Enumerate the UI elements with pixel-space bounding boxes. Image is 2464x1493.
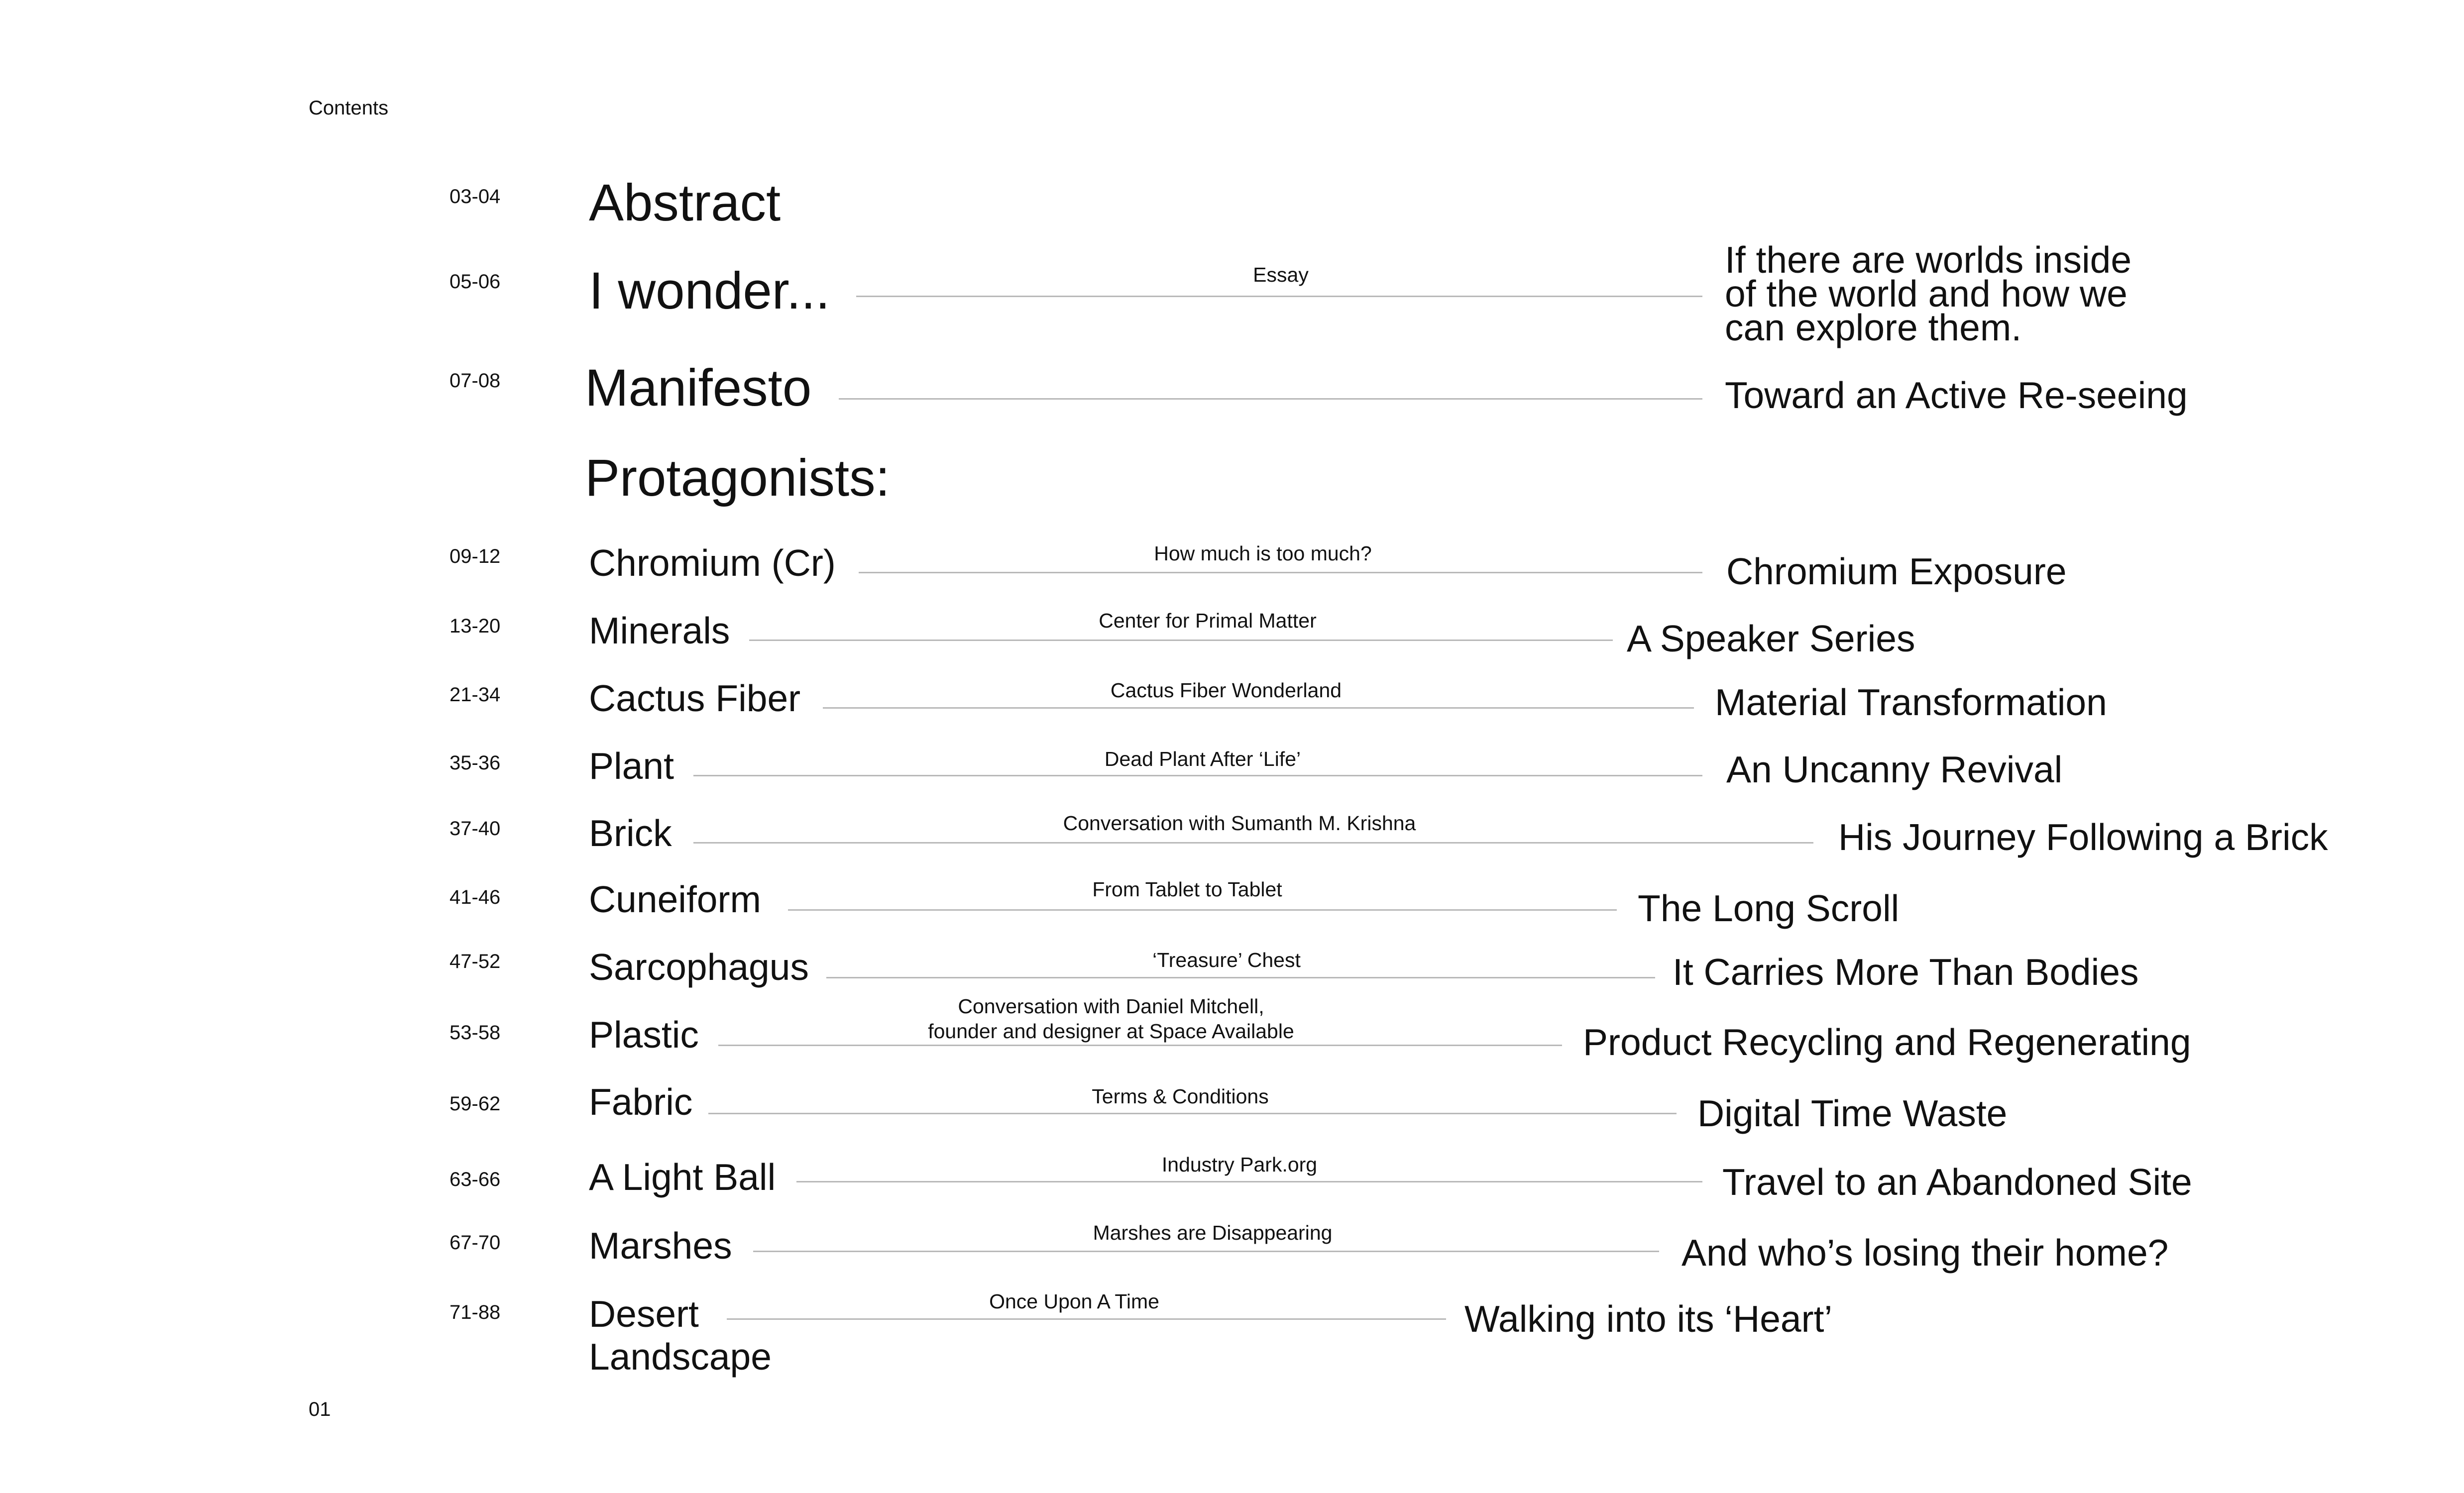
description-line: of the world and how we bbox=[1725, 273, 2128, 315]
page-range: 21-34 bbox=[449, 684, 501, 706]
leader-line bbox=[693, 775, 1702, 776]
description-line: can explore them. bbox=[1725, 307, 2022, 348]
entry-description: And who’s losing their home? bbox=[1681, 1232, 2169, 1274]
entry-description: A Speaker Series bbox=[1627, 618, 1915, 659]
entry-caption: ‘Treasure’ Chest bbox=[1152, 949, 1301, 971]
entry-caption bbox=[887, 994, 1335, 1044]
entry-caption: Once Upon A Time bbox=[989, 1290, 1159, 1313]
page-range: 09-12 bbox=[449, 545, 501, 567]
caption-line: Conversation with Daniel Mitchell, bbox=[958, 995, 1264, 1018]
entry-caption: Industry Park.org bbox=[1161, 1153, 1318, 1176]
leader-line bbox=[796, 1181, 1702, 1182]
leader-line bbox=[839, 398, 1702, 400]
page-range: 07-08 bbox=[449, 370, 501, 392]
entry-title: Brick bbox=[589, 812, 672, 854]
section-title-i-wonder: I wonder... bbox=[589, 262, 830, 320]
page-range: 41-46 bbox=[449, 886, 501, 908]
leader-line bbox=[788, 909, 1617, 911]
page-range: 67-70 bbox=[449, 1232, 501, 1254]
footer-page-number: 01 bbox=[309, 1398, 331, 1420]
page-range: 37-40 bbox=[449, 818, 501, 840]
leader-line bbox=[693, 842, 1813, 844]
page-range: 71-88 bbox=[449, 1301, 501, 1323]
leader-line bbox=[823, 707, 1694, 709]
entry-title: Plant bbox=[589, 745, 674, 787]
entry-description: The Long Scroll bbox=[1638, 887, 1900, 929]
entry-title: Marshes bbox=[589, 1225, 732, 1267]
entry-description bbox=[1725, 239, 2272, 348]
page-range: 13-20 bbox=[449, 615, 501, 637]
title-line: Desert bbox=[589, 1293, 699, 1335]
entry-caption: Dead Plant After ‘Life’ bbox=[1104, 747, 1301, 770]
leader-line bbox=[859, 572, 1702, 573]
entry-description: Travel to an Abandoned Site bbox=[1722, 1161, 2192, 1203]
entry-caption: Cactus Fiber Wonderland bbox=[1110, 679, 1342, 702]
entry-caption: Essay bbox=[1253, 263, 1309, 286]
leader-line bbox=[826, 977, 1655, 978]
entry-caption: Conversation with Sumanth M. Krishna bbox=[1063, 812, 1416, 835]
page-range: 63-66 bbox=[449, 1169, 501, 1190]
entry-caption: How much is too much? bbox=[1154, 542, 1372, 565]
entry-title: Fabric bbox=[589, 1081, 693, 1123]
entry-description: His Journey Following a Brick bbox=[1838, 816, 2328, 858]
entry-description: It Carries More Than Bodies bbox=[1673, 951, 2139, 993]
leader-line bbox=[718, 1045, 1562, 1046]
entry-title: Minerals bbox=[589, 610, 730, 651]
entry-caption: From Tablet to Tablet bbox=[1092, 878, 1282, 901]
entry-caption: Marshes are Disappearing bbox=[1093, 1221, 1333, 1244]
entry-title: Cuneiform bbox=[589, 878, 761, 920]
entry-caption: Center for Primal Matter bbox=[1099, 609, 1317, 632]
page-range: 47-52 bbox=[449, 951, 501, 972]
entry-title: Cactus Fiber bbox=[589, 677, 801, 719]
entry-title bbox=[589, 1292, 888, 1378]
section-title-manifesto: Manifesto bbox=[585, 359, 812, 417]
leader-line bbox=[708, 1113, 1677, 1114]
entry-title: Chromium (Cr) bbox=[589, 542, 836, 584]
section-title-abstract: Abstract bbox=[589, 174, 781, 232]
page-range: 05-06 bbox=[449, 271, 501, 293]
page-range: 03-04 bbox=[449, 186, 501, 208]
entry-description: Material Transformation bbox=[1715, 681, 2107, 723]
entry-caption: Terms & Conditions bbox=[1092, 1085, 1269, 1108]
entry-description: Chromium Exposure bbox=[1726, 550, 2067, 592]
caption-line: founder and designer at Space Available bbox=[928, 1020, 1294, 1043]
page-range: 35-36 bbox=[449, 752, 501, 774]
entry-description: Product Recycling and Regenerating bbox=[1583, 1021, 2191, 1063]
leader-line bbox=[727, 1318, 1446, 1320]
title-line: Landscape bbox=[589, 1336, 772, 1378]
leader-line bbox=[749, 640, 1613, 641]
header-label: Contents bbox=[309, 97, 389, 119]
leader-line bbox=[856, 296, 1702, 297]
entry-description: Toward an Active Re-seeing bbox=[1725, 374, 2188, 416]
leader-line bbox=[753, 1251, 1659, 1252]
entry-description: An Uncanny Revival bbox=[1726, 748, 2063, 790]
page-range: 59-62 bbox=[449, 1093, 501, 1115]
page-range: 53-58 bbox=[449, 1022, 501, 1044]
description-line: If there are worlds inside bbox=[1725, 239, 2132, 281]
entry-description: Walking into its ‘Heart’ bbox=[1464, 1298, 1833, 1340]
entry-description: Digital Time Waste bbox=[1697, 1092, 2008, 1134]
entry-title: Sarcophagus bbox=[589, 946, 809, 988]
entry-title: A Light Ball bbox=[589, 1156, 776, 1198]
section-heading-protagonists: Protagonists: bbox=[585, 449, 890, 507]
entry-title: Plastic bbox=[589, 1014, 699, 1056]
